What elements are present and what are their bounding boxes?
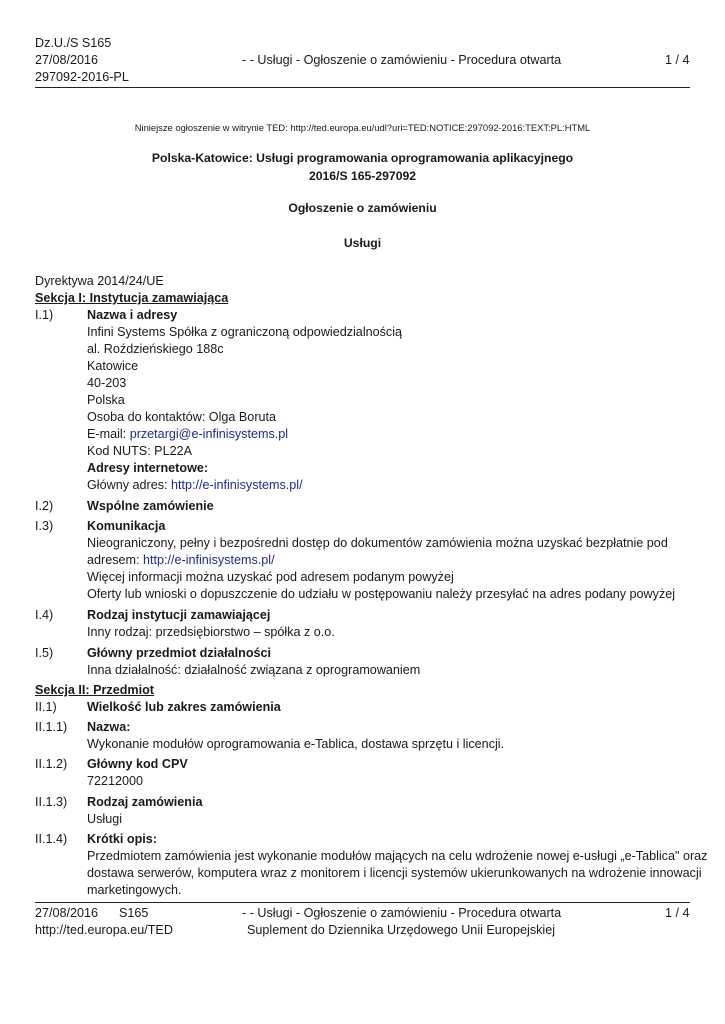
section-2-heading: Sekcja II: Przedmiot [35, 683, 154, 697]
footer-series: S165 [119, 906, 149, 920]
header-ref: Dz.U./S S165 [35, 36, 112, 50]
main-address-line [87, 478, 303, 492]
section-number: II.1) [35, 700, 57, 714]
communication-line-4: Oferty lub wnioski o dopuszczenie do udziału w postępowaniu należy przesyłać na adres podany powyżej [87, 587, 676, 601]
ted-link-note: Niniejsze ogłoszenie w witrynie TED: http://ted.europa.eu/udl?uri=TED:NOTICE:297092-2016:TEXT:PL:HTML [134, 122, 591, 133]
street-address: al. Roździeńskiego 188c [87, 342, 224, 356]
email-line [87, 427, 288, 441]
email-link[interactable]: przetargi@e-infinisystems.pl [129, 427, 289, 441]
main-address-label: Główny adres: [87, 478, 171, 492]
contact-person: Osoba do kontaktów: Olga Boruta [87, 410, 277, 424]
section-label: Wielkość lub zakres zamówienia [87, 700, 281, 714]
footer-title: - - Usługi - Ogłoszenie o zamówieniu - Procedura otwarta [242, 906, 562, 920]
section-value: Inny rodzaj: przedsiębiorstwo – spółka z o.o. [87, 625, 335, 639]
section-value: Usługi [87, 812, 122, 826]
header-divider [35, 87, 690, 88]
contract-type: Usługi [343, 236, 382, 250]
section-number: I.3) [35, 519, 54, 533]
section-number: I.1) [35, 308, 54, 322]
communication-line-1: Nieograniczony, pełny i bezpośredni dostęp do dokumentów zamówienia można uzyskać bezpłatnie pod [87, 536, 668, 550]
section-label: Nazwa: [87, 720, 131, 734]
section-label: Komunikacja [87, 519, 166, 533]
header-title: - - Usługi - Ogłoszenie o zamówieniu - Procedura otwarta [242, 53, 562, 67]
section-number: II.1.1) [35, 720, 68, 734]
section-number: II.1.2) [35, 757, 68, 771]
section-label: Rodzaj instytucji zamawiającej [87, 608, 271, 622]
footer-page-number: 1 / 4 [665, 906, 690, 920]
notice-number: 2016/S 165-297092 [308, 169, 417, 183]
documents-link[interactable]: http://e-infinisystems.pl/ [143, 553, 275, 567]
description-line-3: marketingowych. [87, 883, 182, 897]
communication-line-2 [87, 553, 275, 567]
section-label: Wspólne zamówienie [87, 499, 214, 513]
section-number: I.5) [35, 646, 54, 660]
footer-divider [35, 902, 690, 903]
description-line-1: Przedmiotem zamówienia jest wykonanie modułów mających na celu wdrożenie nowej e-usługi „e-Tablica" oraz [87, 849, 708, 863]
email-label: E-mail: [87, 427, 130, 441]
organization-name: Infini Systems Spółka z ograniczoną odpowiedzialnością [87, 325, 403, 339]
description-line-2: dostawa serwerów, komputera wraz z monitorem i licencji systemów ukierunkowanych na wdrożenie innowacji [87, 866, 702, 880]
header-date: 27/08/2016 [35, 53, 99, 67]
section-label: Rodzaj zamówienia [87, 795, 203, 809]
section-number: I.2) [35, 499, 54, 513]
section-value: Wykonanie modułów oprogramowania e-Tablica, dostawa sprzętu i licencji. [87, 737, 505, 751]
section-label: Nazwa i adresy [87, 308, 178, 322]
directive: Dyrektywa 2014/24/UE [35, 274, 164, 288]
communication-line-3: Więcej informacji można uzyskać pod adresem podanym powyżej [87, 570, 454, 584]
internet-addresses-label: Adresy internetowe: [87, 461, 209, 475]
postal-code: 40-203 [87, 376, 127, 390]
header-page-number: 1 / 4 [665, 53, 690, 67]
section-value: Inna działalność: działalność związana z oprogramowaniem [87, 663, 421, 677]
footer-supplement: Suplement do Dziennika Urzędowego Unii Europejskiej [247, 923, 556, 937]
footer-date: 27/08/2016 [35, 906, 99, 920]
footer-url: http://ted.europa.eu/TED [35, 923, 173, 937]
header-notice-id: 297092-2016-PL [35, 70, 129, 84]
notice-type: Ogłoszenie o zamówieniu [288, 201, 437, 215]
section-number: II.1.4) [35, 832, 68, 846]
nuts-code: Kod NUTS: PL22A [87, 444, 192, 458]
city: Katowice [87, 359, 139, 373]
section-label: Główny kod CPV [87, 757, 188, 771]
section-label: Krótki opis: [87, 832, 157, 846]
country: Polska [87, 393, 125, 407]
main-address-link[interactable]: http://e-infinisystems.pl/ [171, 478, 303, 492]
communication-address-label: adresem: [87, 553, 143, 567]
notice-title: Polska-Katowice: Usługi programowania oprogramowania aplikacyjnego [151, 151, 574, 165]
section-value: 72212000 [87, 774, 144, 788]
section-number: I.4) [35, 608, 54, 622]
section-label: Główny przedmiot działalności [87, 646, 272, 660]
section-1-heading: Sekcja I: Instytucja zamawiająca [35, 291, 229, 305]
section-number: II.1.3) [35, 795, 68, 809]
